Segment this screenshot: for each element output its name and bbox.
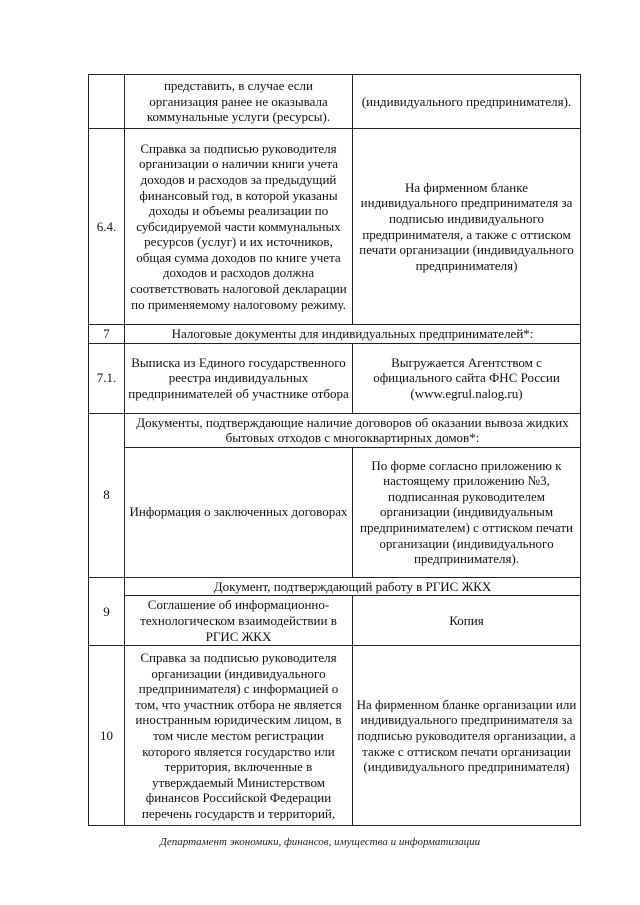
page-footer: Департамент экономики, финансов, имущества и информатизации	[159, 836, 481, 848]
document-name: Соглашение об информационно-технологическом взаимодействии в РГИС ЖКХ	[125, 596, 353, 646]
row-number: 9	[89, 577, 125, 646]
section-heading: Документ, подтверждающий работу в РГИС ЖКХ	[125, 577, 581, 596]
document-requirement: На фирменном бланке организации или индивидуального предпринимателя за подписью руководителя организации, а также с оттиском печати организации (индивидуального предпринимателя)	[353, 646, 581, 826]
document-name: Выписка из Единого государственного реестра индивидуальных предпринимателей об участнике отбора	[125, 343, 353, 413]
row-number: 7.1.	[89, 343, 125, 413]
table-row-7	[89, 325, 581, 344]
table-row-continuation	[89, 75, 581, 129]
table-row-10	[89, 646, 581, 826]
document-name: Справка за подписью руководителя организации о наличии книги учета доходов и расходов за предыдущий финансовый год, в которой указаны доходы и объемы реализации по субсидируемой части коммунальных ресурсов (услуг) и их источников, общая сумма доходов по книге учета доходов и расходов должна соответствовать налоговой декларации по применяемому налоговому режиму.	[125, 129, 353, 325]
row-number: 10	[89, 646, 125, 826]
document-name: Справка за подписью руководителя организации (индивидуального предпринимателя) с информацией о том, что участник отбора не является иностранным юридическим лицом, в том числе местом регистрации которого является государство или территория, включенные в утверждаемый Министерством финансов Российской Федерации перечень государств и территорий,	[125, 646, 353, 826]
document-requirement: На фирменном бланке индивидуального предпринимателя за подписью индивидуального предпринимателя, а также с оттиском печати организации (индивидуального предпринимателя)	[353, 129, 581, 325]
documents-table	[88, 74, 581, 826]
document-requirement: По форме согласно приложению к настоящему приложению №3, подписанная руководителем организации (индивидуальным предпринимателем) с оттиском печати организации (индивидуального предпринимателя).	[353, 447, 581, 577]
section-heading: Документы, подтверждающие наличие договоров об оказании вывоза жидких бытовых отходов с многоквартирных домов*:	[125, 413, 581, 447]
document-requirement: Копия	[353, 596, 581, 646]
row-number: 8	[89, 413, 125, 577]
row-number	[89, 75, 125, 129]
table-row-8	[89, 447, 581, 577]
document-requirement: (индивидуального предпринимателя).	[353, 75, 581, 129]
document-name: представить, в случае если организация ранее не оказывала коммунальные услуги (ресурсы).	[125, 75, 353, 129]
table-row-7-1	[89, 343, 581, 413]
table-row-6-4	[89, 129, 581, 325]
row-number: 6.4.	[89, 129, 125, 325]
section-heading: Налоговые документы для индивидуальных предпринимателей*:	[125, 325, 581, 344]
document-name: Информация о заключенных договорах	[125, 447, 353, 577]
table-row-9	[89, 596, 581, 646]
row-number: 7	[89, 325, 125, 344]
document-requirement: Выгружается Агентством с официального сайта ФНС России (www.egrul.nalog.ru)	[353, 343, 581, 413]
table-row-8-heading	[89, 413, 581, 447]
table-row-9-heading	[89, 577, 581, 596]
